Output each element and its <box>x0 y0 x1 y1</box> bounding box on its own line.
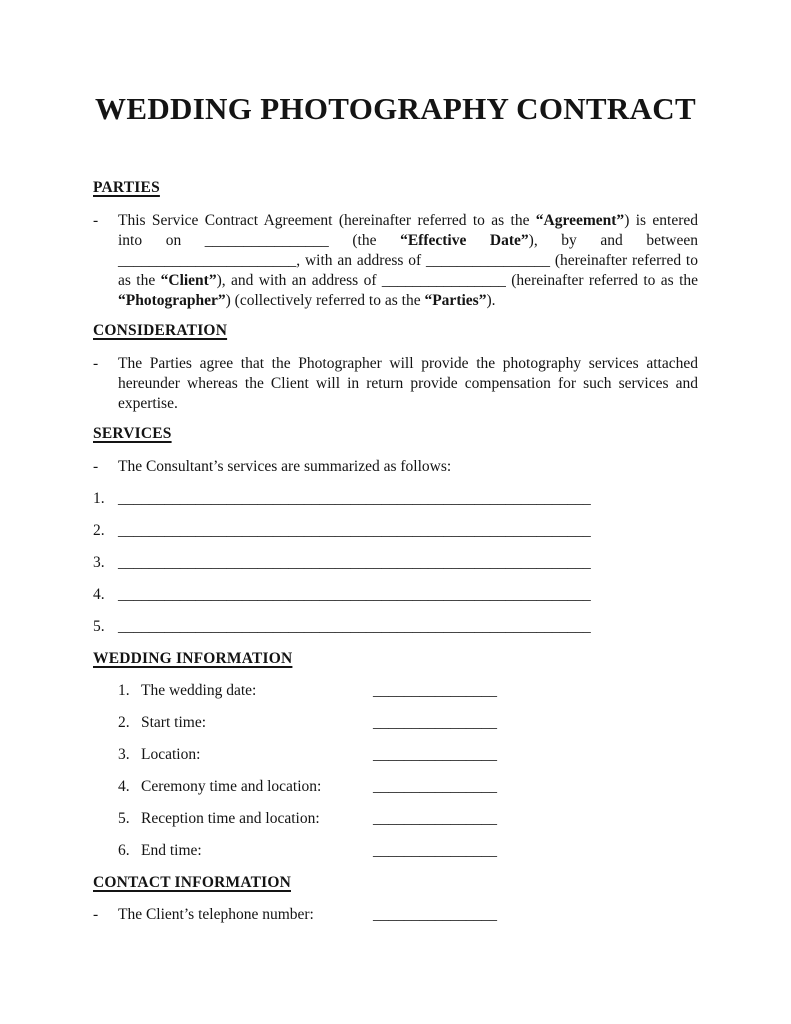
wedding-date-label: The wedding date: <box>141 682 257 699</box>
parties-bullet-item <box>93 211 698 311</box>
section-services <box>93 424 698 637</box>
blank-wedding-date[interactable]: ________________ <box>373 682 497 699</box>
start-time-label: Start time: <box>141 714 207 731</box>
wedding-info-row <box>118 809 698 829</box>
text-run: This Service Contract Agreement (hereinafter referred to as the <box>118 212 536 229</box>
text-run: (hereinafter referred to <box>550 252 698 269</box>
text-run: ). <box>486 292 496 309</box>
service-line-row <box>93 521 698 541</box>
blank-service-2[interactable]: _____________________________________________________________ <box>118 522 591 539</box>
reception-time-location-label: Reception time and location: <box>141 810 320 827</box>
wedding-info-row <box>118 745 698 765</box>
ceremony-time-location-label: Ceremony time and location: <box>141 778 322 795</box>
service-line-row <box>93 489 698 509</box>
blank-location[interactable]: ________________ <box>373 746 497 763</box>
text-run: ) is entered into on <box>118 212 698 249</box>
blank-client-name[interactable]: _______________________ <box>118 252 297 269</box>
bullet-dash: - <box>93 212 99 229</box>
section-heading-services: SERVICES <box>93 425 172 442</box>
blank-ceremony-time-location[interactable]: ________________ <box>373 778 497 795</box>
services-blank-list <box>93 489 698 637</box>
wedding-info-row <box>118 713 698 733</box>
document-title: WEDDING PHOTOGRAPHY CONTRACT <box>95 91 696 126</box>
service-line-number: 2. <box>93 522 105 539</box>
text-run: , with an address of <box>296 252 427 269</box>
section-parties <box>93 178 698 311</box>
blank-client-address[interactable]: ________________ <box>426 252 551 269</box>
text-run: ), by and between <box>528 232 698 249</box>
text-run: (hereinafter referred to as the <box>505 272 699 289</box>
wedding-info-row <box>118 841 698 861</box>
blank-reception-time-location[interactable]: ________________ <box>373 810 497 827</box>
section-heading-parties: PARTIES <box>93 179 160 196</box>
service-line-number: 5. <box>93 618 105 635</box>
blank-photographer-address[interactable]: ________________ <box>381 272 506 289</box>
wedding-info-number: 2. <box>118 714 130 731</box>
text-run: ) (collectively referred to as the <box>225 292 425 309</box>
blank-service-5[interactable]: _____________________________________________________________ <box>118 618 591 635</box>
client-telephone-label: The Client’s telephone number: <box>118 906 314 923</box>
section-heading-consideration: CONSIDERATION <box>93 322 228 339</box>
blank-start-time[interactable]: ________________ <box>373 714 497 731</box>
service-line-row <box>93 617 698 637</box>
text-run: as the <box>118 272 161 289</box>
location-label: Location: <box>141 746 201 763</box>
wedding-info-row <box>118 681 698 701</box>
service-line-number: 3. <box>93 554 105 571</box>
blank-end-time[interactable]: ________________ <box>373 842 497 859</box>
defined-term: “Agreement” <box>535 212 625 229</box>
services-intro-item <box>93 457 698 477</box>
section-consideration <box>93 321 698 414</box>
bullet-dash: - <box>93 355 99 372</box>
blank-service-1[interactable]: _____________________________________________________________ <box>118 490 591 507</box>
wedding-info-number: 5. <box>118 810 130 827</box>
consideration-paragraph: The Parties agree that the Photographer will provide the photography services attached hereunder whereas the Client will in return provide compensation for such services and expertise. <box>118 355 698 412</box>
end-time-label: End time: <box>141 842 202 859</box>
parties-paragraph <box>118 211 698 311</box>
section-wedding-information <box>93 649 698 861</box>
section-contact-information <box>93 873 698 925</box>
defined-term: “Effective Date” <box>400 232 529 249</box>
bullet-dash: - <box>93 458 99 475</box>
wedding-info-row <box>118 777 698 797</box>
defined-term: “Parties” <box>424 292 487 309</box>
section-heading-wedding-information: WEDDING INFORMATION <box>93 650 293 667</box>
text-run: ), and with an address of <box>216 272 382 289</box>
wedding-info-number: 3. <box>118 746 130 763</box>
blank-service-4[interactable]: _____________________________________________________________ <box>118 586 591 603</box>
blank-client-telephone[interactable]: ________________ <box>373 906 497 923</box>
service-line-number: 4. <box>93 586 105 603</box>
defined-term: “Photographer” <box>118 292 226 309</box>
bullet-dash: - <box>93 906 99 923</box>
wedding-info-number: 6. <box>118 842 130 859</box>
service-line-row <box>93 553 698 573</box>
wedding-info-number: 4. <box>118 778 130 795</box>
wedding-info-number: 1. <box>118 682 130 699</box>
consideration-bullet-item <box>93 354 698 414</box>
defined-term: “Client” <box>160 272 217 289</box>
blank-effective-date[interactable]: ________________ <box>204 232 329 249</box>
services-intro-text: The Consultant’s services are summarized as follows: <box>118 458 452 475</box>
blank-service-3[interactable]: _____________________________________________________________ <box>118 554 591 571</box>
contact-bullet-item <box>93 905 698 925</box>
section-heading-contact-information: CONTACT INFORMATION <box>93 874 291 891</box>
service-line-row <box>93 585 698 605</box>
text-run: (the <box>328 232 401 249</box>
service-line-number: 1. <box>93 490 105 507</box>
